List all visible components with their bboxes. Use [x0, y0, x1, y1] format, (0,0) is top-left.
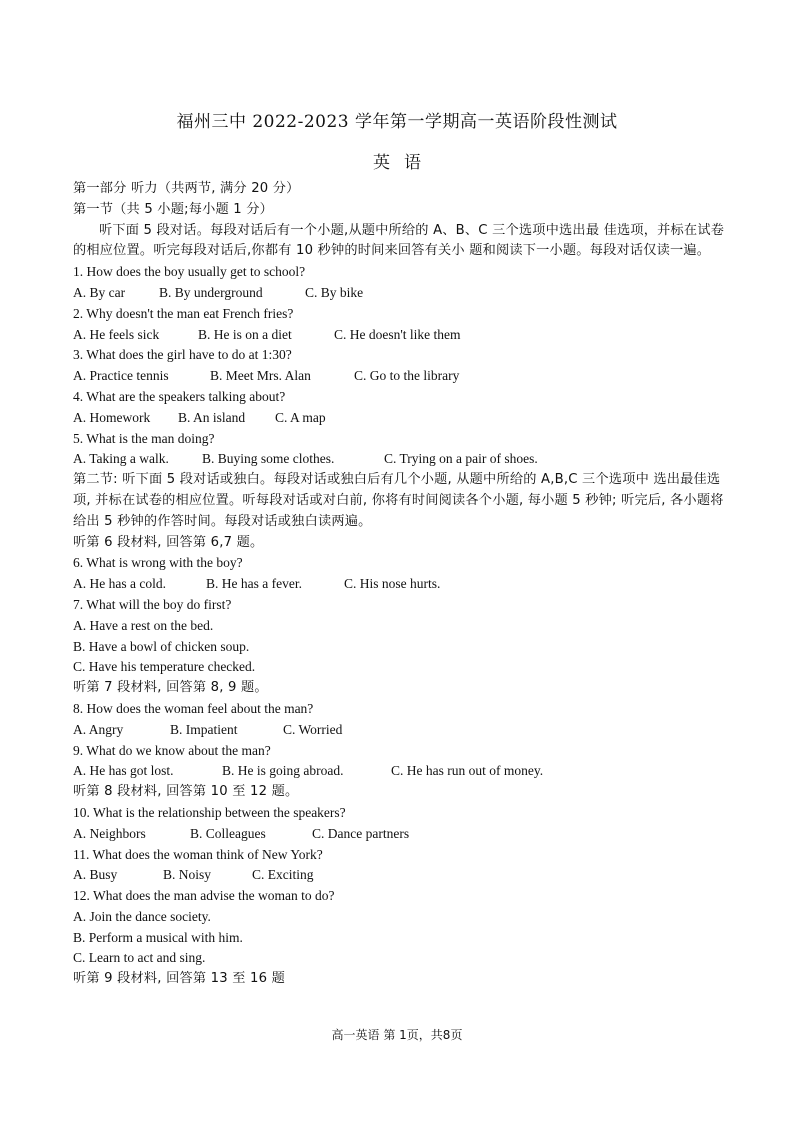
subject-heading: 英语 [373, 153, 435, 173]
option-a: A. Angry [73, 721, 124, 737]
option-c: C. Exciting [252, 867, 314, 883]
question-stem: 3. What does the girl have to do at 1:30? [73, 347, 292, 363]
question-stem: 1. How does the boy usually get to school? [73, 264, 306, 280]
option-b: B. Noisy [163, 867, 212, 883]
question-stem: 6. What is wrong with the boy? [73, 555, 243, 571]
option-a: A. He has got lost. [73, 763, 174, 779]
question-stem: 2. Why doesn't the man eat French fries? [73, 305, 294, 321]
listening-prompt: 听第 7 段材料, 回答第 8, 9 题。 [73, 680, 268, 696]
question-stem: 7. What will the boy do first? [73, 596, 232, 612]
option-a: A. By car [73, 284, 126, 300]
question-options [73, 720, 725, 741]
exam-body [73, 179, 725, 990]
option-b: B. He is going abroad. [222, 763, 344, 779]
option-b: B. An island [178, 409, 246, 425]
section2-instructions: 第二节: 听下面 5 段对话或独白。每段对话或独白后有几个小题, 从题中所给的 A,B,C 三个选项中 选出最佳选项, 并标在试卷的相应位置。听每段对话或对白前, 你将有时间阅读各个小题, 每小题 5 秒钟; 听完后, 各小题将给出 5 秒钟的作答时间。每段对话或独白读两遍。 [73, 472, 724, 529]
question-options [73, 283, 725, 304]
option-b: B. Colleagues [190, 825, 266, 841]
section1-instructions: 听下面 5 段对话。每段对话后有一个小题,从题中所给的 A、B、C 三个选项中选出最 佳选项，并标在试卷的相应位置。听完每段对话后,你都有 10 秒钟的时间来回答有关小 题和阅读下一小题。每段对话仅读一遍。 [73, 222, 725, 259]
option-c: C. Dance partners [312, 825, 410, 841]
part1-header: 第一部分 听力（共两节, 满分 20 分） [73, 181, 300, 196]
question-stem: 8. How does the woman feel about the man? [73, 700, 314, 716]
question-options [73, 761, 725, 782]
section1-header: 第一节（共 5 小题;每小题 1 分） [73, 201, 274, 217]
option-b: B. By underground [159, 284, 263, 300]
question-options [73, 325, 725, 346]
option-b: B. Buying some clothes. [202, 451, 335, 467]
option-c: C. He doesn't like them [334, 326, 461, 342]
option-c: C. Learn to act and sing. [73, 950, 206, 966]
option-c: C. By bike [305, 284, 364, 300]
option-c: C. Go to the library [354, 368, 460, 384]
option-b: B. Meet Mrs. Alan [210, 368, 311, 384]
option-a: A. Taking a walk. [73, 451, 169, 467]
option-c: C. Have his temperature checked. [73, 659, 256, 675]
option-a: A. Neighbors [73, 825, 146, 841]
question-stem: 4. What are the speakers talking about? [73, 388, 286, 404]
listening-prompt: 听第 9 段材料, 回答第 13 至 16 题 [73, 971, 285, 987]
question-options [73, 865, 725, 886]
option-a: A. Homework [73, 409, 151, 425]
listening-prompt: 听第 8 段材料, 回答第 10 至 12 题。 [73, 784, 299, 800]
page-footer: 高一英语 第 1页，共8页 [331, 1028, 463, 1042]
option-b: B. Perform a musical with him. [73, 929, 243, 945]
option-b: B. He is on a diet [198, 326, 292, 342]
option-c: C. His nose hurts. [344, 576, 441, 592]
option-a: A. He feels sick [73, 326, 160, 342]
option-a: A. Busy [73, 867, 118, 883]
option-b: B. Impatient [170, 721, 238, 737]
question-stem: 10. What is the relationship between the speakers? [73, 804, 346, 820]
listening-prompt: 听第 6 段材料, 回答第 6,7 题。 [73, 534, 264, 550]
option-c: C. Trying on a pair of shoes. [384, 451, 538, 467]
question-stem: 9. What do we know about the man? [73, 742, 271, 758]
question-stem: 5. What is the man doing? [73, 430, 215, 446]
page-title: 福州三中 2022-2023 学年第一学期高一英语阶段性测试 [176, 112, 618, 132]
question-options [73, 574, 725, 595]
option-a: A. He has a cold. [73, 576, 166, 592]
option-b: B. He has a fever. [206, 576, 302, 592]
option-a: A. Practice tennis [73, 368, 169, 384]
question-stem: 11. What does the woman think of New York? [73, 846, 323, 862]
option-c: C. A map [275, 409, 326, 425]
option-c: C. He has run out of money. [391, 763, 544, 779]
question-options [73, 824, 725, 845]
option-b: B. Have a bowl of chicken soup. [73, 638, 250, 654]
question-options [73, 366, 725, 387]
option-c: C. Worried [283, 721, 343, 737]
question-options [73, 408, 725, 429]
question-options [73, 449, 725, 470]
question-stem: 12. What does the man advise the woman to do? [73, 888, 335, 904]
option-a: A. Have a rest on the bed. [73, 617, 214, 633]
option-a: A. Join the dance society. [73, 908, 211, 924]
